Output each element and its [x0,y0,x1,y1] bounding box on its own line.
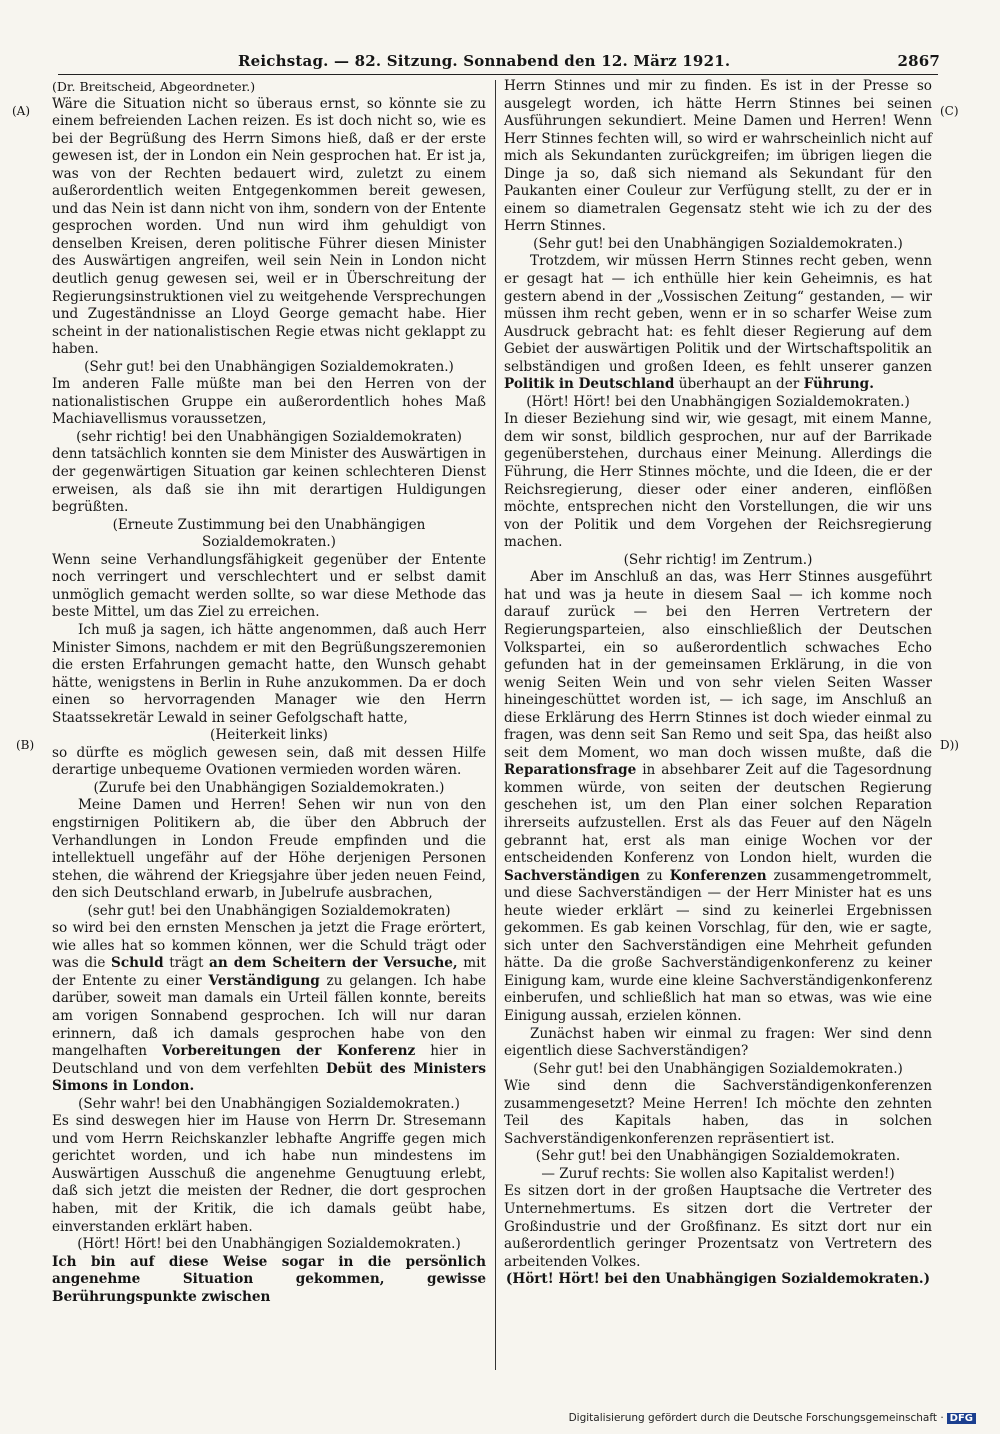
paragraph: In dieser Beziehung sind wir, wie gesagt, mit einem Manne, dem wir sonst, bildlich gesprochen, nur auf der Barrikade gegenüberstehen, durchaus einer Meinung. Allerdings die Führung, die Herr Stinnes möchte, und die Ideen, die er der Reichsregierung, dieser oder einer anderen, einflößen möchte, entsprechen nicht den Vorstellungen, die wir uns von der Politik und dem Vorgehen der Reichsregierung machen. [504,411,932,551]
left-column [52,78,486,1306]
header-rule [58,74,938,75]
paragraph: Im anderen Falle müßte man bei den Herren von der nationalistischen Gruppe ein außerordentlich hohes Maß Machiavellismus voraussetzen, [52,376,486,428]
margin-marker-c: (C) [940,104,959,118]
paragraph: Es sitzen dort in der großen Hauptsache die Vertreter des Unternehmertums. Es sitzen dort die Vertreter der Großindustrie und der Großfinanz. Es sitzt dort nur ein außerordentlich geringer Prozentsatz von Vertretern des arbeitenden Volkes. [504,1183,932,1270]
interjection: — Zuruf rechts: Sie wollen also Kapitalist werden!) [541,1165,895,1182]
paragraph: Meine Damen und Herren! Sehen wir nun von den engstirnigen Politikern ab, die über den Abbruch der Verhandlungen in London Freude empfinden und die intellektuell ungefähr auf der Höhe derjenigen Personen stehen, die während der Kriegsjahre über jeden neuen Feind, den sich Deutschland erwarb, in Jubelrufe ausbrachen, [52,797,486,902]
paragraph: so wird bei den ernsten Menschen ja jetzt die Frage erörtert, wie alles hat so kommen können, wer die Schuld trägt oder was die Schuld trägt an dem Scheitern der Versuche, mit der Entente zu einer Verständigung zu gelangen. Ich habe darüber, soweit man damals ein Urteil fällen konnte, bereits am vorigen Sonnabend gesprochen. Ich will nur daran erinnern, daß ich damals gesprochen habe von den mangelhaften Vorbereitungen der Konferenz hier in Deutschland und von dem verfehlten Debüt des Ministers Simons in London. [52,920,486,1095]
margin-marker-d: D)) [940,738,959,752]
speaker-attribution: (Dr. Breitscheid, Abgeordneter.) [52,79,256,94]
interjection: (Heiterkeit links) [210,727,328,744]
paragraph: so dürfte es möglich gewesen sein, daß mit dessen Hilfe derartige unbequeme Ovationen vermieden worden wären. [52,744,486,779]
page-header [58,52,940,74]
right-column [504,78,932,1289]
paragraph: Herrn Stinnes und mir zu finden. Es ist in der Presse so ausgelegt worden, ich hätte Herrn Stinnes bei seinen Ausführungen sekundiert. Meine Damen und Herren! Wenn Herr Stinnes fechten will, so wird er wahrscheinlich nicht auf mich als Sekundanten zurückgreifen; im übrigen liegen die Dinge ja so, daß sich niemand als Sekundant für den Paukanten einer Couleur zur Verfügung stellt, zu der er in einem so diametralen Gegensatz steht wie ich zu der des Herrn Stinnes. [504,78,932,235]
footer [569,1412,976,1424]
interjection: (Hört! Hört! bei den Unabhängigen Sozialdemokraten.) [526,393,910,410]
paragraph: Ich bin auf diese Weise sogar in die persönlich angenehme Situation gekommen, gewisse Berührungspunkte zwischen [52,1253,486,1305]
paragraph: Wenn seine Verhandlungsfähigkeit gegenüber der Entente noch verringert und verschlechtert und er selbst damit unmöglich gemacht werden sollte, so war diese Methode das beste Mittel, um das Ziel zu erreichen. [52,551,486,621]
paragraph: Wie sind denn die Sachverständigenkonferenzen zusammengesetzt? Meine Herren! Ich möchte den zehnten Teil des Kapitals haben, das in solchen Sachverständigenkonferenzen repräsentiert ist. [504,1078,932,1147]
paragraph: denn tatsächlich konnten sie dem Minister des Auswärtigen in der gegenwärtigen Situation gar keinen schlechteren Dienst erweisen, als daß sie ihn mit derartigen Huldigungen begrüßten. [52,446,486,516]
interjection: (Sehr gut! bei den Unabhängigen Sozialdemokraten.) [84,358,454,375]
footer-credit: Digitalisierung gefördert durch die Deutsche Forschungsgemeinschaft · [568,1412,944,1424]
paragraph: Wäre die Situation nicht so überaus ernst, so könnte sie zu einem befreienden Lachen reizen. Es ist doch nicht so, wie es bei der Begrüßung des Herrn Simons hieß, daß er der erste gewesen ist, der in London ein Nein gesprochen hat. Er ist ja, was von der Rechten bedauert wird, zuletzt zu einem außerordentlich weiten Entgegenkommen bereit gewesen, und das Nein ist dann nicht von ihm, sondern von der Entente gesprochen worden. Und nun wird ihm gehuldigt von denselben Kreisen, deren politische Führer diesen Minister des Auswärtigen angreifen, weil sein Nein in London nicht deutlich genug gewesen sei, weil er in Überschreitung der Regierungsinstruktionen viel zu weitgehende Versprechungen und Zugeständnisse an Lloyd George gemacht habe. Hier scheint in der nationalistischen Regie etwas nicht geklappt zu haben. [52,95,486,358]
interjection: (Sehr richtig! im Zentrum.) [623,551,813,568]
page-title: Reichstag. — 82. Sitzung. Sonnabend den 12. März 1921. [238,52,731,70]
interjection: (Hört! Hört! bei den Unabhängigen Sozialdemokraten.) [505,1271,931,1288]
paragraph: Trotzdem, wir müssen Herrn Stinnes recht geben, wenn er gesagt hat — ich enthülle hier kein Geheimnis, es hat gestern abend in der „Vossischen Zeitung“ gestanden, — wir müssen ihm recht geben, wenn er in so scharfer Weise zum Ausdruck gebracht hat: es fehlt dieser Regierung auf dem Gebiet der auswärtigen Politik und der Wirtschaftspolitik an selbständigen und großen Ideen, es fehlt unserer ganzen Politik in Deutschland überhaupt an der Führung. [504,253,932,393]
paragraph: Zunächst haben wir einmal zu fragen: Wer sind denn eigentlich diese Sachverständigen? [504,1025,932,1060]
interjection: (Sehr gut! bei den Unabhängigen Sozialdemokraten.) [533,1060,903,1077]
paragraph: Es sind deswegen hier im Hause von Herrn Dr. Stresemann und vom Herrn Reichskanzler lebhafte Angriffe gegen mich gerichtet worden, und ich habe nun mindestens im Auswärtigen Ausschuß die angenehme Genugtuung erlebt, daß sich jetzt die meisten der Redner, die dort gesprochen haben, mit der Kritik, die ich damals geübt habe, einverstanden erklärt haben. [52,1113,486,1235]
interjection: (Hört! Hört! bei den Unabhängigen Sozialdemokraten.) [77,1236,461,1253]
interjection: (sehr gut! bei den Unabhängigen Sozialdemokraten) [87,902,451,919]
dfg-logo: DFG [947,1413,976,1424]
interjection: (Erneute Zustimmung bei den Unabhängigen Sozialdemokraten.) [112,516,426,551]
interjection: (Zurufe bei den Unabhängigen Sozialdemokraten.) [93,779,445,796]
interjection: (Sehr gut! bei den Unabhängigen Sozialdemokraten.) [533,235,903,252]
margin-marker-a: (A) [12,104,31,118]
interjection: (Sehr gut! bei den Unabhängigen Sozialdemokraten. [535,1148,901,1165]
interjection: (Sehr wahr! bei den Unabhängigen Sozialdemokraten.) [78,1095,460,1112]
paragraph: Aber im Anschluß an das, was Herr Stinnes ausgeführt hat und was ja heute in diesem Saal — ich komme noch darauf zurück — bei den Herren Vertretern der Regierungsparteien, also einschließlich der Deutschen Volkspartei, ein so außerordentlich schwaches Echo gefunden hat in der gemeinsamen Erklärung, in die von wenig Seiten Wein und von sehr vielen Seiten Wasser hineingeschüttet worden ist, — ich sage, im Anschluß an diese Erklärung des Herrn Stinnes ist doch wieder einmal zu fragen, was denn seit San Remo und seit Spa, das heißt also seit dem Moment, wo man doch wissen mußte, daß die Reparationsfrage in absehbarer Zeit auf die Tagesordnung kommen würde, von seiten der deutschen Regierung geschehen ist, um den Plan einer solchen Reparation ihrerseits aufzustellen. Erst als das Feuer auf den Nägeln gebrannt hat, erst als man einige Wochen vor der entscheidenden Konferenz von London hielt, wurden die Sachverständigen zu Konferenzen zusammengetrommelt, und diese Sachverständigen — der Herr Minister hat es uns heute wieder erklärt — sind zu keinerlei Ergebnissen gekommen. Es gab keinen Vorschlag, für den, wie er sagte, sich unter den Sachverständigen eine Mehrheit gefunden hätte. Da die große Sachverständigenkonferenz zu keiner Einigung kam, wurde eine kleine Sachverständigenkonferenz einberufen, und schließlich hat man so etwas, was wie eine Einigung aussah, erzielen können. [504,569,933,1024]
margin-marker-b: (B) [16,738,35,752]
paragraph: Ich muß ja sagen, ich hätte angenommen, daß auch Herr Minister Simons, nachdem er mit den Begrüßungszeremonien die ersten Erfahrungen gemacht hatte, den Wunsch gehabt hätte, wenigstens in Berlin in Ruhe anzukommen. Da er doch einen so hervorragenden Manager wie den Herrn Staatssekretär Lewald in seiner Gefolgschaft hatte, [52,621,486,726]
column-divider [495,80,496,1370]
page-number: 2867 [897,52,940,70]
interjection: (sehr richtig! bei den Unabhängigen Sozialdemokraten) [76,428,462,445]
